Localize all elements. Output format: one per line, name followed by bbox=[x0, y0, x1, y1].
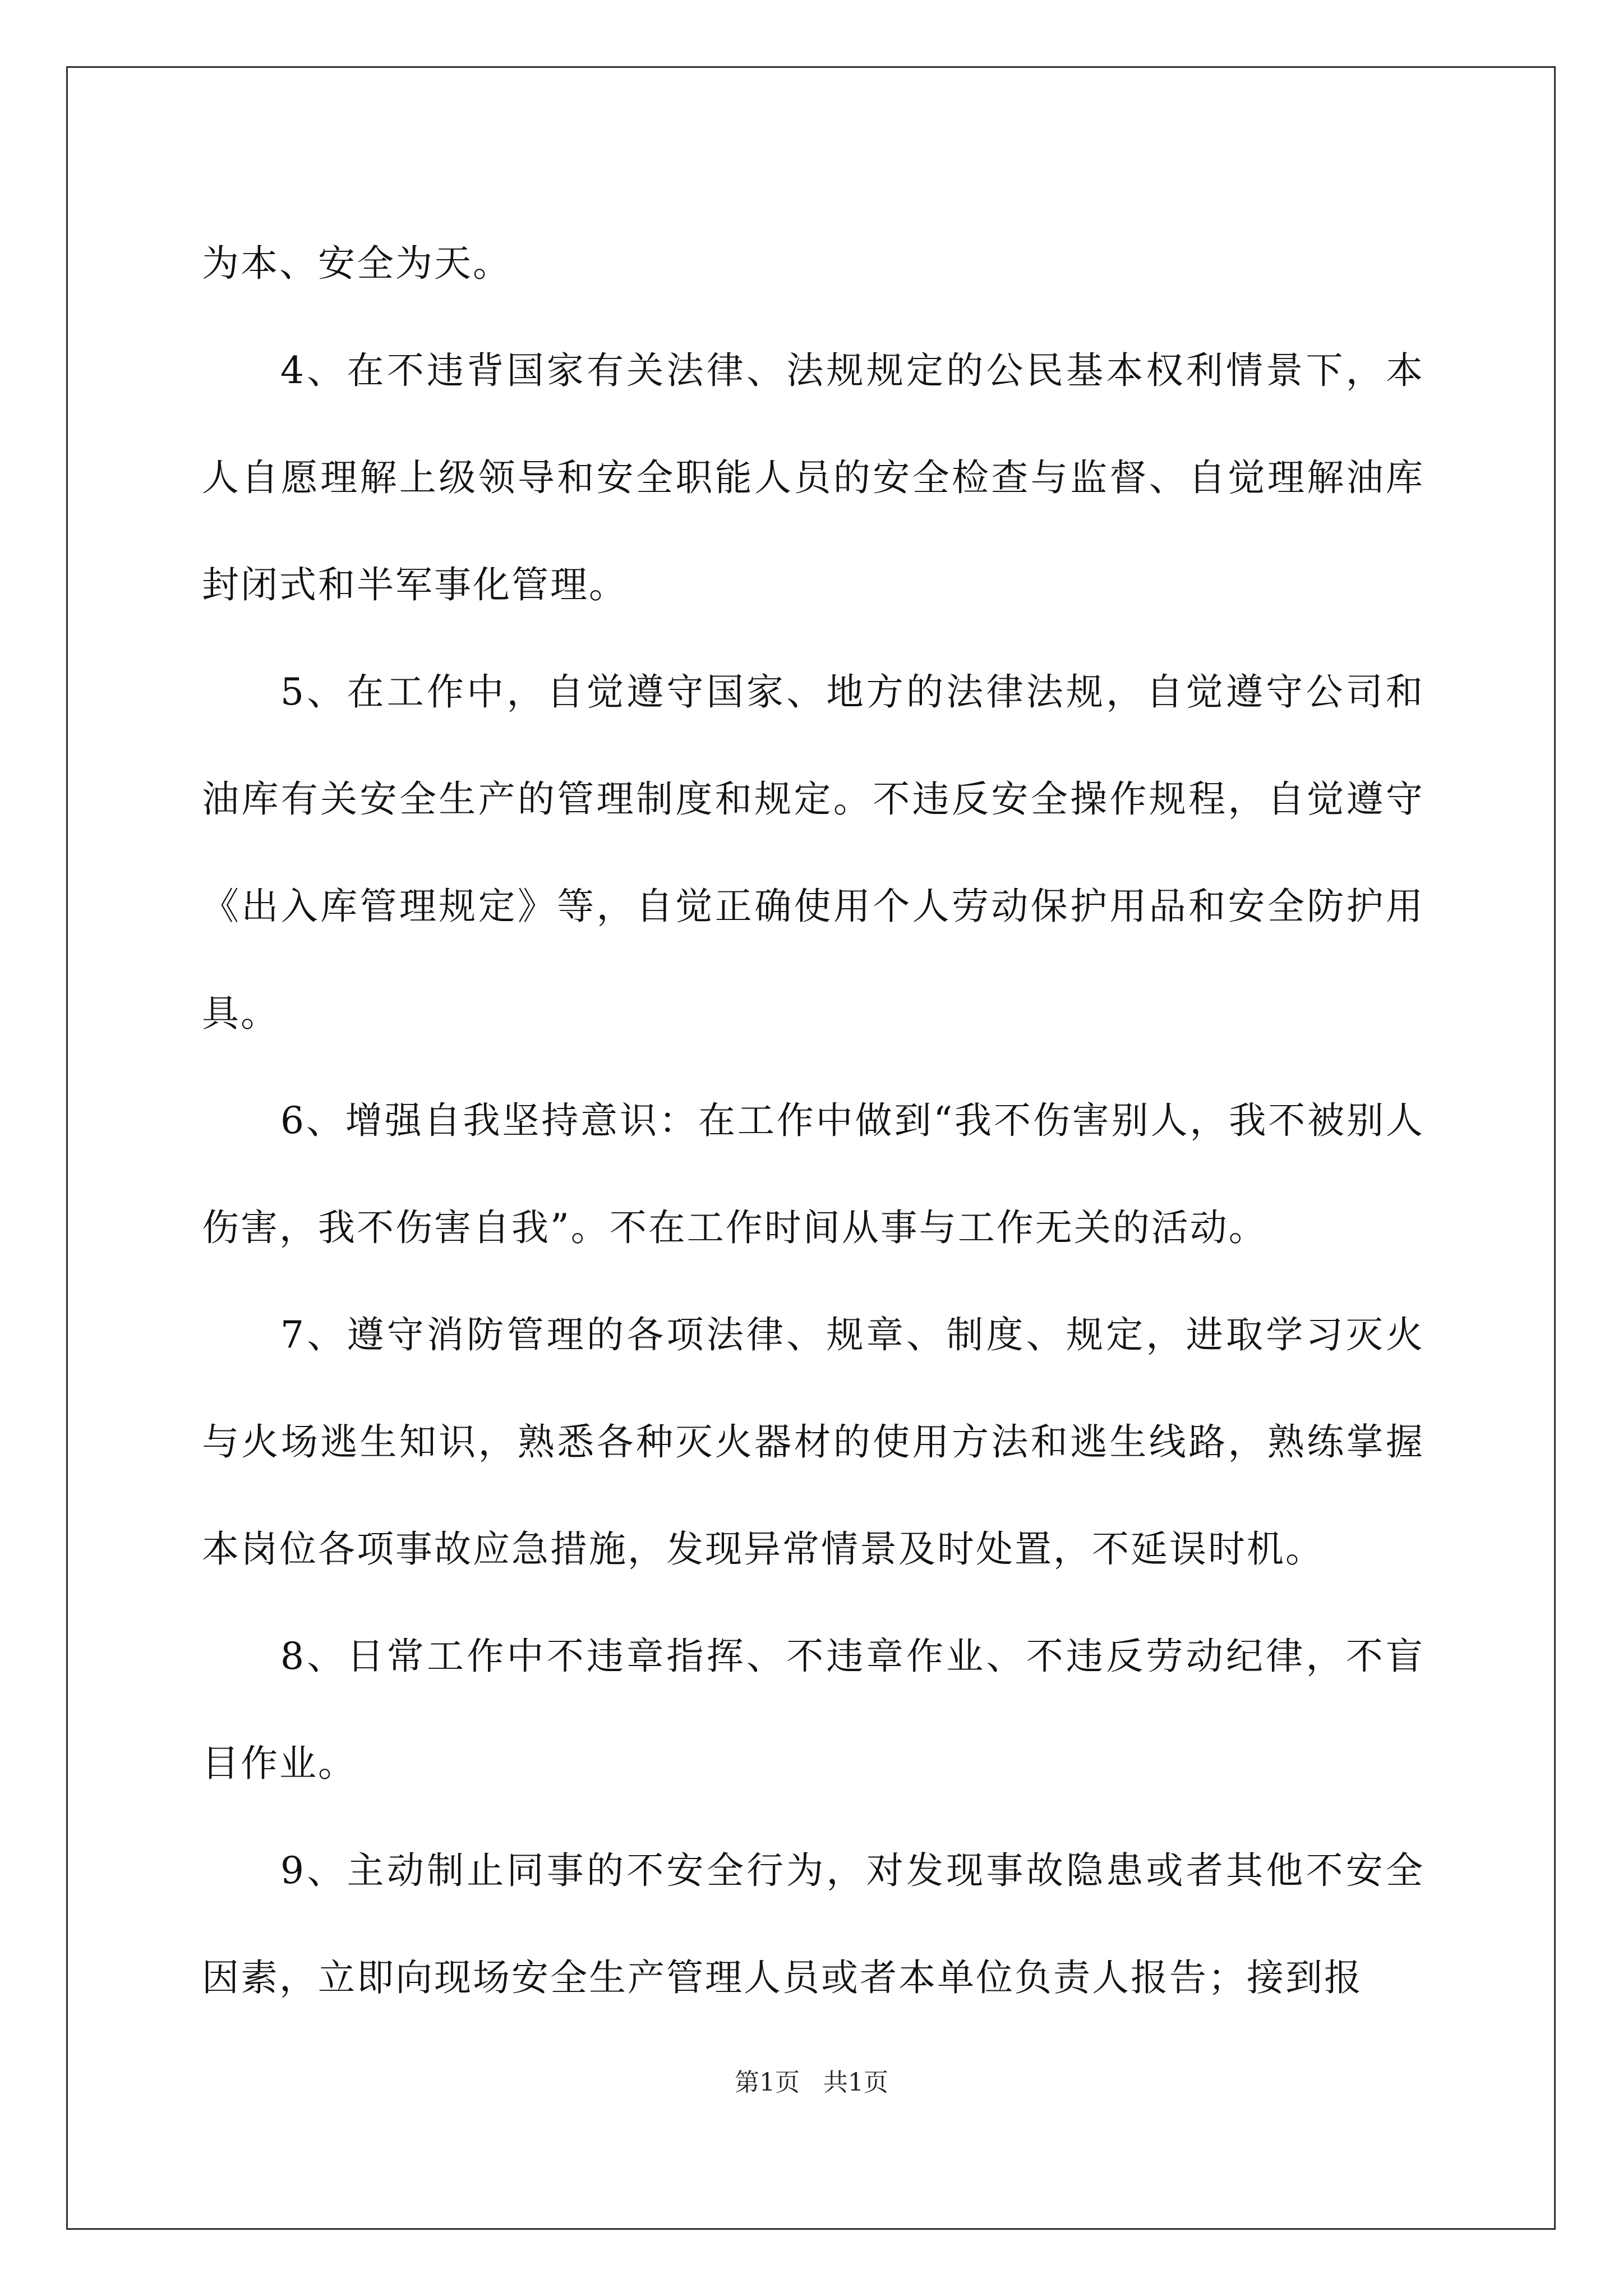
paragraph: 5、在工作中，自觉遵守国家、地方的法律法规，自觉遵守公司和油库有关安全生产的管理制度和规定。不违反安全操作规程，自觉遵守《出入库管理规定》等，自觉正确使用个人劳动保护用品和安全防护用具。 bbox=[202, 670, 1424, 1035]
paragraph: 7、遵守消防管理的各项法律、规章、制度、规定，进取学习灭火与火场逃生知识，熟悉各种灭火器材的使用方法和逃生线路，熟练掌握本岗位各项事故应急措施，发现异常情景及时处置，不延误时机。 bbox=[202, 1313, 1424, 1571]
document-body bbox=[202, 210, 1424, 2031]
paragraph: 9、主动制止同事的不安全行为，对发现事故隐患或者其他不安全因素，立即向现场安全生产管理人员或者本单位负责人报告；接到报 bbox=[202, 1849, 1424, 1999]
paragraph: 8、日常工作中不违章指挥、不违章作业、不违反劳动纪律，不盲目作业。 bbox=[202, 1635, 1424, 1785]
page-footer: 第1页 共1页 bbox=[735, 2068, 888, 2097]
paragraph: 为本、安全为天。 bbox=[202, 242, 511, 285]
paragraph: 4、在不违背国家有关法律、法规规定的公民基本权利情景下，本人自愿理解上级领导和安全职能人员的安全检查与监督、自觉理解油库封闭式和半军事化管理。 bbox=[202, 349, 1424, 606]
paragraph: 6、增强自我坚持意识：在工作中做到“我不伤害别人，我不被别人伤害，我不伤害自我”。不在工作时间从事与工作无关的活动。 bbox=[202, 1099, 1424, 1249]
